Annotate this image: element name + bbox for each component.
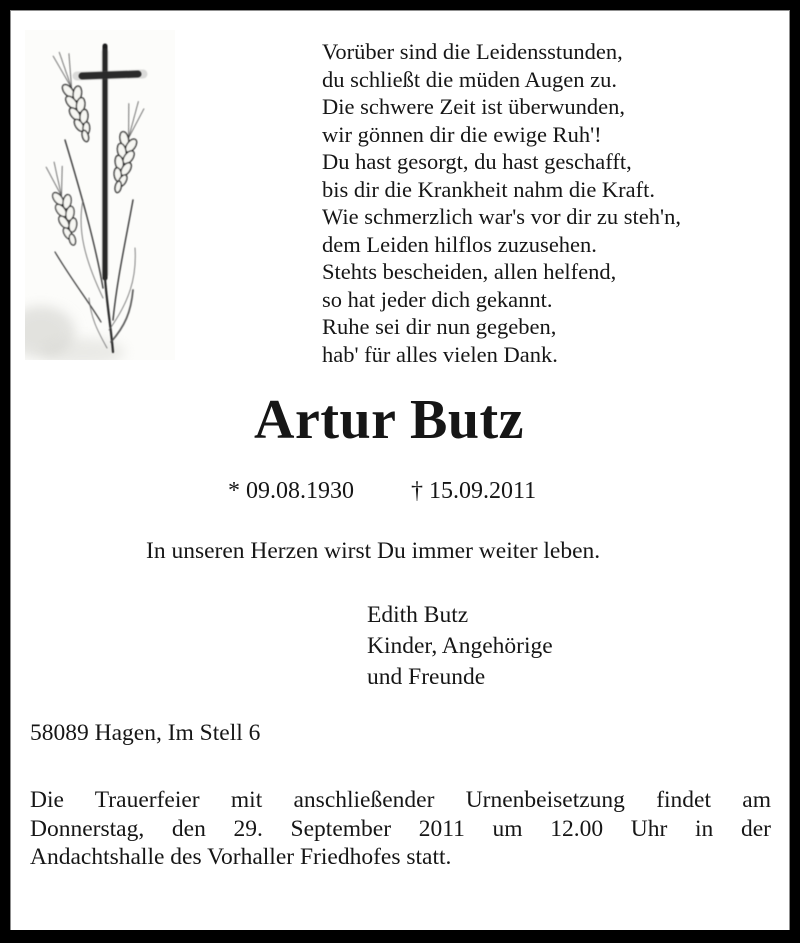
cross-and-wheat-icon [25, 30, 175, 360]
birth-date: * 09.08.1930 [228, 478, 354, 504]
memorial-artwork [25, 30, 175, 360]
mourner-line: Kinder, Angehörige [367, 633, 553, 659]
life-dates [228, 477, 536, 505]
death-date: † 15.09.2011 [411, 478, 537, 504]
poem-line: Ruhe sei dir nun gegeben, [322, 314, 557, 339]
funeral-line: Die Trauerfeier mit anschließender Urnenbeisetzung findet am [30, 787, 771, 813]
deceased-name: Artur Butz [254, 389, 524, 451]
poem-line: wir gönnen dir die ewige Ruh'! [322, 121, 602, 147]
poem-line: Vorüber sind die Leidensstunden, [322, 39, 623, 64]
mourners-list [367, 600, 553, 693]
funeral-details [30, 786, 771, 872]
memorial-poem [322, 38, 681, 368]
poem-line: Wie schmerzlich war's vor dir zu steh'n, [322, 204, 681, 229]
poem-line: hab' für alles vielen Dank. [322, 341, 558, 367]
poem-line: Die schwere Zeit ist überwunden, [322, 94, 626, 119]
mourner-line: und Freunde [367, 664, 486, 690]
tribute-line: In unseren Herzen wirst Du immer weiter leben. [146, 538, 601, 564]
poem-line: Du hast gesorgt, du hast geschafft, [322, 149, 632, 174]
page-border-bottom-bar [0, 930, 800, 943]
funeral-line: Donnerstag, den 29. September 2011 um 12.00 Uhr in der [30, 815, 771, 842]
poem-line: so hat jeder dich gekannt. [322, 286, 553, 312]
poem-line: du schließt die müden Augen zu. [322, 66, 617, 92]
poem-line: dem Leiden hilflos zuzusehen. [322, 231, 597, 257]
funeral-line: Andachtshalle des Vorhaller Friedhofes statt. [30, 844, 452, 870]
address-line: 58089 Hagen, Im Stell 6 [30, 720, 261, 746]
poem-line: bis dir die Krankheit nahm die Kraft. [322, 176, 656, 202]
poem-line: Stehts bescheiden, allen helfend, [322, 259, 617, 284]
mourner-line: Edith Butz [367, 602, 469, 628]
